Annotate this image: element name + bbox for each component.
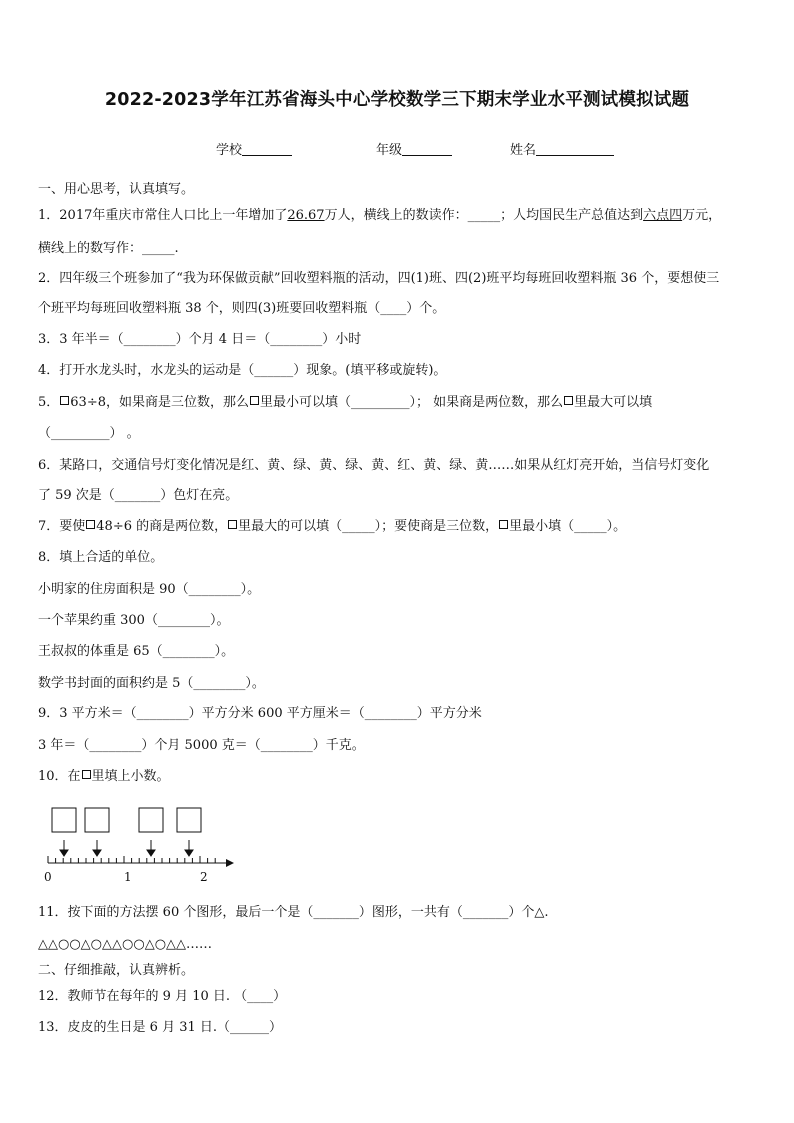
arrow-right-icon bbox=[226, 859, 234, 867]
question-1-line1 bbox=[38, 207, 721, 225]
page-title: 2022-2023学年江苏省海头中心学校数学三下期末学业水平测试模拟试题 bbox=[104, 90, 690, 110]
question-12: 12．教师节在每年的 9 月 10 日. （____） bbox=[38, 989, 287, 1004]
question-1-line2: 横线上的数写作：_____. bbox=[38, 241, 179, 256]
question-8-item: 王叔叔的体重是 65（________）。 bbox=[38, 644, 235, 659]
q1-underlined-number: 六点四 bbox=[643, 208, 683, 223]
question-2-line1: 2．四年级三个班参加了“我为环保做贡献”回收塑料瓶的活动，四(1)班、四(2)班平均每班回收塑料瓶 36 个，要想使三 bbox=[38, 271, 720, 286]
section2-heading: 二、仔细推敲，认真辨析。 bbox=[38, 963, 195, 978]
q7-text-d: 里最小填（_____）。 bbox=[509, 519, 627, 534]
question-9-line2: 3 年＝（________）个月 5000 克＝（________）千克。 bbox=[38, 738, 365, 753]
number-line-ticks bbox=[48, 856, 215, 863]
question-8-item: 数学书封面的面积约是 5（________）。 bbox=[38, 676, 265, 691]
tick-label-2: 2 bbox=[200, 870, 208, 884]
question-5-line1 bbox=[38, 394, 652, 412]
name-blank bbox=[536, 142, 614, 156]
square-box-icon bbox=[60, 396, 69, 405]
question-6-line2: 了 59 次是（_______）色灯在亮。 bbox=[38, 488, 239, 503]
name-field bbox=[510, 139, 614, 158]
q1-text-b: 万人，横线上的数读作：_____；人均国民生产总值达到 bbox=[324, 208, 644, 223]
square-box-icon bbox=[86, 520, 95, 529]
question-13: 13．皮皮的生日是 6 月 31 日.（______） bbox=[38, 1020, 283, 1035]
tick-label-1: 1 bbox=[124, 870, 132, 884]
square-box-icon bbox=[564, 396, 573, 405]
question-3: 3．3 年半＝（________）个月 4 日＝（________）小时 bbox=[38, 332, 362, 347]
q7-text-b: 48÷6 的商是两位数， bbox=[96, 519, 228, 534]
answer-box-4 bbox=[177, 808, 201, 832]
q5-text-b: 63÷8，如果商是三位数，那么 bbox=[70, 395, 249, 410]
school-blank bbox=[242, 142, 292, 156]
question-10 bbox=[38, 768, 170, 786]
answer-box-3 bbox=[139, 808, 163, 832]
question-8-item: 小明家的住房面积是 90（________）。 bbox=[38, 582, 261, 597]
question-11-pattern: △△○○△○△△○○△○△△…… bbox=[38, 937, 213, 952]
q10-text-b: 里填上小数。 bbox=[91, 769, 170, 784]
q7-text-a: 7．要使 bbox=[38, 519, 86, 534]
school-label: 学校 bbox=[216, 143, 243, 158]
question-9-line1: 9．3 平方米＝（________）平方分米 600 平方厘米＝（________）平方分米 bbox=[38, 706, 482, 721]
grade-blank bbox=[402, 142, 452, 156]
square-box-icon bbox=[82, 770, 91, 779]
q5-text-c: 里最小可以填（_________）； 如果商是两位数，那么 bbox=[260, 395, 564, 410]
question-11-line1: 11．按下面的方法摆 60 个图形，最后一个是（_______）图形，一共有（_______）个△. bbox=[38, 905, 549, 920]
q1-text-a: 1．2017年重庆市常住人口比上一年增加了 bbox=[38, 208, 288, 223]
square-box-icon bbox=[250, 396, 259, 405]
question-4: 4．打开水龙头时，水龙头的运动是（______）现象。(填平移或旋转)。 bbox=[38, 363, 447, 378]
question-2-line2: 个班平均每班回收塑料瓶 38 个，则四(3)班要回收塑料瓶（____）个。 bbox=[38, 301, 446, 316]
q5-text-d: 里最大可以填 bbox=[574, 395, 653, 410]
section1-heading: 一、用心思考，认真填写。 bbox=[38, 182, 195, 197]
question-7 bbox=[38, 518, 626, 536]
down-arrows bbox=[60, 840, 193, 856]
name-label: 姓名 bbox=[510, 143, 537, 158]
question-5-line2: （_________） 。 bbox=[38, 426, 140, 441]
tick-label-0: 0 bbox=[44, 870, 52, 884]
answer-box-1 bbox=[52, 808, 76, 832]
question-6-line1: 6．某路口，交通信号灯变化情况是红、黄、绿、黄、绿、黄、红、黄、绿、黄……如果从红灯亮开始，当信号灯变化 bbox=[38, 458, 710, 473]
q5-number: 5． bbox=[38, 395, 60, 410]
question-8-heading: 8．填上合适的单位。 bbox=[38, 550, 164, 565]
question-8-item: 一个苹果约重 300（________）。 bbox=[38, 613, 230, 628]
grade-field bbox=[376, 139, 452, 158]
q1-text-c: 万元， bbox=[682, 208, 722, 223]
school-field bbox=[216, 139, 292, 158]
q10-text-a: 10．在 bbox=[38, 769, 81, 784]
square-box-icon bbox=[228, 520, 237, 529]
q1-number: 26.67 bbox=[287, 208, 325, 223]
square-box-icon bbox=[499, 520, 508, 529]
answer-box-2 bbox=[85, 808, 109, 832]
number-line-figure bbox=[38, 800, 248, 890]
q7-text-c: 里最大的可以填（_____）；要使商是三位数， bbox=[238, 519, 499, 534]
grade-label: 年级 bbox=[376, 143, 403, 158]
